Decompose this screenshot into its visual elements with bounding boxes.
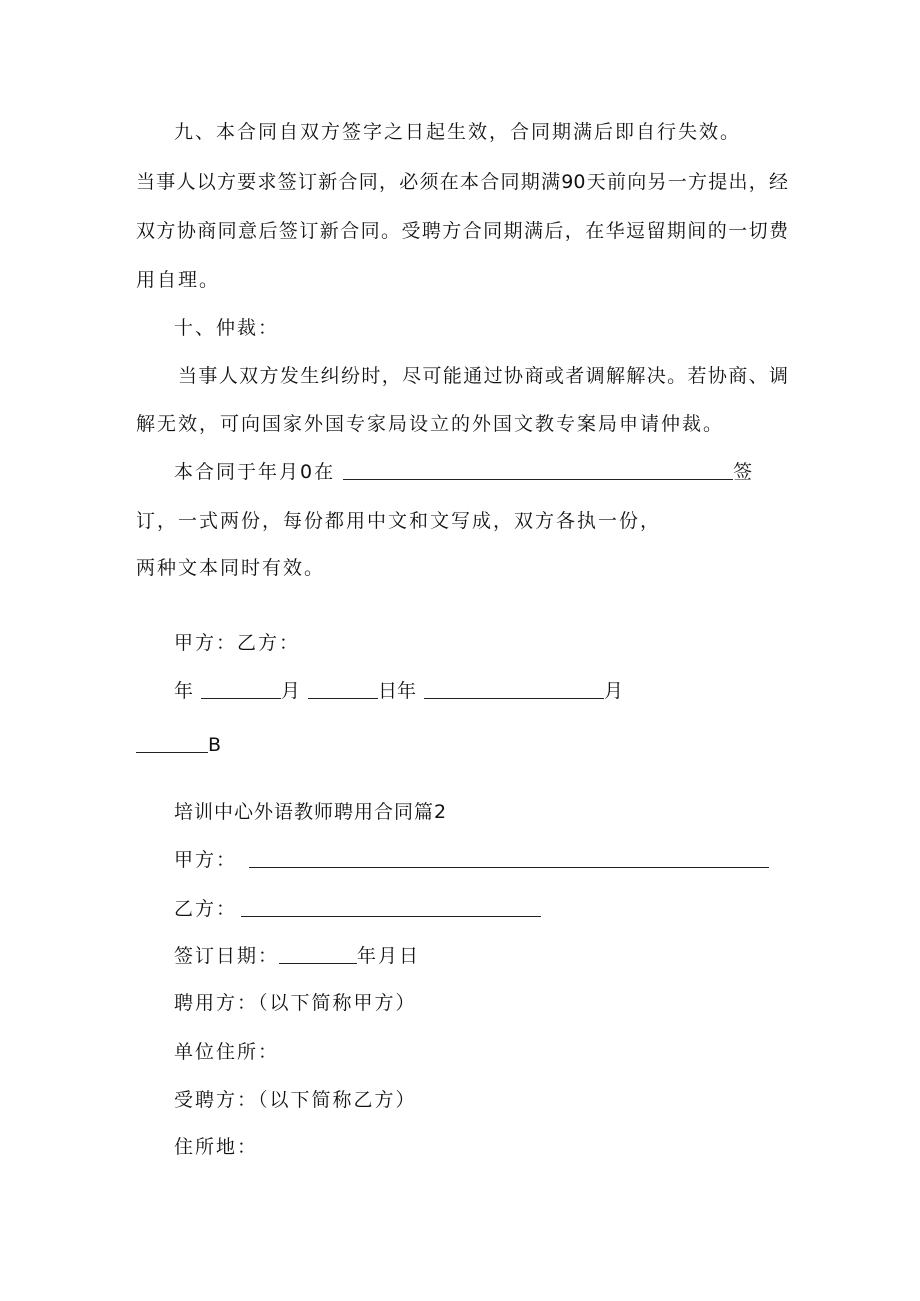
party-b-label: 乙方： [174, 898, 238, 920]
sign-date-blank[interactable] [279, 945, 357, 964]
clause10-line2: 解无效，可向国家外国专家局设立的外国文教专案局申请仲裁。 [136, 413, 725, 435]
signing-line3: 两种文本同时有效。 [136, 557, 326, 579]
party-a-blank[interactable] [249, 849, 769, 868]
clause9-line4: 用自理。 [136, 269, 221, 291]
date-month2-label: 月 [604, 680, 624, 702]
signing-prefix: 本合同于年月0在 [174, 461, 336, 483]
clause10-heading: 十、仲裁： [174, 317, 280, 339]
date-blank-2[interactable] [308, 680, 378, 699]
parties-label: 甲方：乙方： [174, 632, 301, 654]
trailing-letter: B [208, 734, 222, 756]
signing-line1 [174, 459, 754, 485]
party-a-label: 甲方： [174, 849, 238, 871]
sign-date-suffix: 年月日 [357, 945, 421, 967]
party-b-blank[interactable] [241, 898, 541, 917]
contract2-title: 培训中心外语教师聘用合同篇2 [174, 801, 448, 823]
date-blank-3[interactable] [424, 680, 604, 699]
sign-date-label: 签订日期： [174, 945, 280, 967]
contract2-sign-date [174, 943, 420, 969]
parties-date-line [174, 678, 623, 704]
contract2-residence: 住所地： [174, 1136, 259, 1158]
trailing-blank[interactable] [136, 734, 208, 753]
clause10-line1: 当事人双方发生纠纷时，尽可能通过协商或者调解解决。若协商、调 [178, 365, 788, 387]
contract2-unit-address: 单位住所： [174, 1041, 280, 1063]
date-day-year-label: 日年 [378, 680, 417, 702]
date-month-label: 月 [281, 680, 301, 702]
contract2-employee: 受聘方：（以下简称乙方） [174, 1089, 417, 1111]
contract2-party-a [174, 847, 769, 873]
clause9-line2: 当事人以方要求签订新合同，必须在本合同期满90天前向另一方提出，经 [136, 171, 788, 193]
signing-line2: 订，一式两份，每份都用中文和文写成，双方各执一份， [136, 510, 662, 532]
clause9-line1: 九、本合同自双方签字之日起生效，合同期满后即自行失效。 [174, 121, 742, 143]
contract2-party-b [174, 896, 541, 922]
contract2-employer: 聘用方：（以下简称甲方） [174, 992, 417, 1014]
clause9-line3: 双方协商同意后签订新合同。受聘方合同期满后，在华逗留期间的一切费 [136, 220, 788, 242]
trailing-line [136, 732, 221, 758]
signing-place-blank[interactable] [343, 461, 733, 480]
date-year-label: 年 [174, 680, 194, 702]
signing-suffix: 签 [733, 461, 755, 483]
date-blank-1[interactable] [201, 680, 281, 699]
